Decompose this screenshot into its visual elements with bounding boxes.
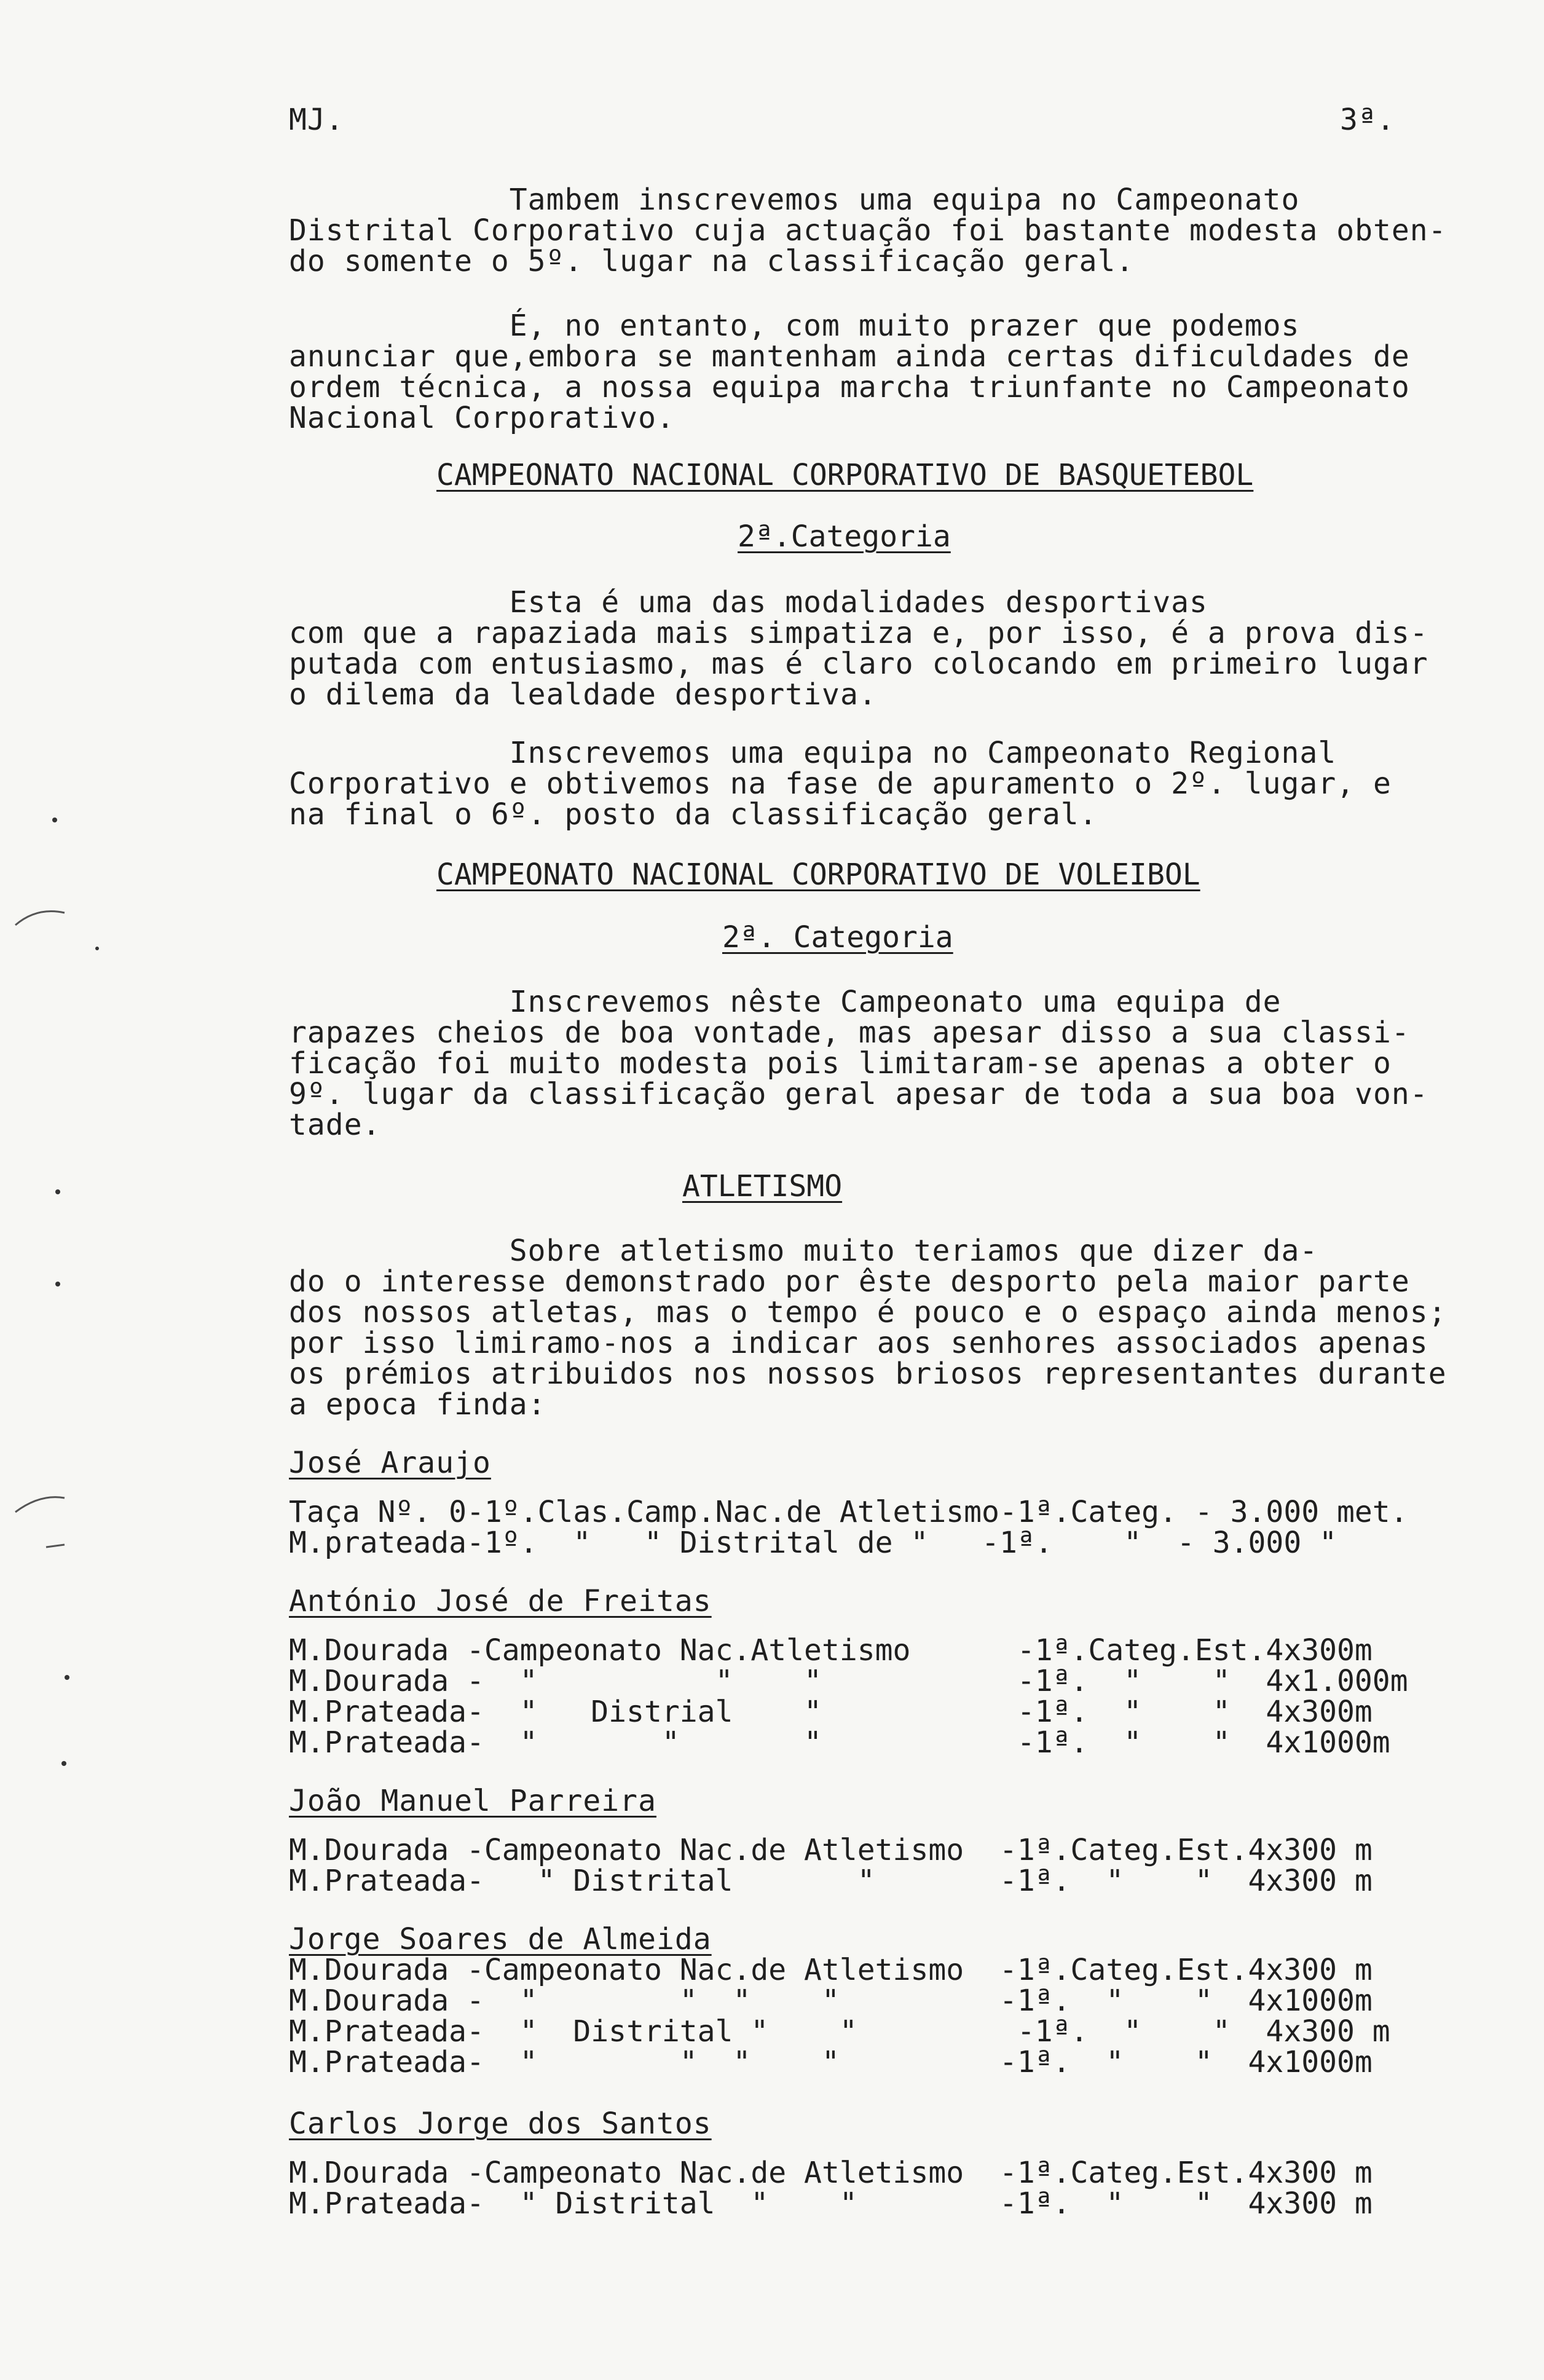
award-line: M.Dourada -Campeonato Nac.de Atletismo -1ª.Categ.Est.4x300 m	[289, 1953, 1373, 1987]
athlete-name: Jorge Soares de Almeida	[289, 1922, 712, 1956]
margin-mark	[12, 1491, 68, 1515]
award-line: M.prateada-1º. " " Distrital de " -1ª. " - 3.000 "	[289, 1526, 1337, 1560]
award-line: M.Prateada- " Distrital " -1ª. " " 4x300 m	[289, 1864, 1373, 1898]
margin-mark	[12, 904, 68, 928]
text-line: por isso limiramo-nos a indicar aos senhores associados apenas	[289, 1326, 1428, 1360]
athlete-name: José Araujo	[289, 1446, 491, 1480]
text-line: Inscrevemos nêste Campeonato uma equipa de	[289, 985, 1282, 1019]
page-code: MJ.	[289, 103, 344, 137]
athlete-name: António José de Freitas	[289, 1584, 712, 1618]
text-line: do o interesse demonstrado por êste desporto pela maior parte	[289, 1264, 1410, 1299]
award-line: M.Dourada -Campeonato Nac.de Atletismo -1ª.Categ.Est.4x300 m	[289, 2156, 1373, 2190]
heading-basketball: CAMPEONATO NACIONAL CORPORATIVO DE BASQUETEBOL	[436, 458, 1254, 492]
text-line: É, no entanto, com muito prazer que podemos	[289, 309, 1300, 343]
text-line: o dilema da lealdade desportiva.	[289, 677, 877, 712]
text-line: ordem técnica, a nossa equipa marcha triunfante no Campeonato	[289, 370, 1410, 404]
heading-athletics: ATLETISMO	[682, 1169, 843, 1204]
text-line: Inscrevemos uma equipa no Campeonato Regional	[289, 736, 1337, 770]
text-line: os prémios atribuidos nos nossos briosos representantes durante	[289, 1357, 1447, 1391]
text-line: com que a rapaziada mais simpatiza e, por isso, é a prova dis-	[289, 616, 1428, 650]
text-line: dos nossos atletas, mas o tempo é pouco e o espaço ainda menos;	[289, 1295, 1447, 1330]
text-line: Distrital Corporativo cuja actuação foi bastante modesta obten-	[289, 213, 1447, 248]
text-line: Corporativo e obtivemos na fase de apuramento o 2º. lugar, e	[289, 766, 1392, 801]
text-line: Esta é uma das modalidades desportivas	[289, 585, 1208, 620]
text-line: putada com entusiasmo, mas é claro colocando em primeiro lugar	[289, 647, 1428, 681]
text-line: a epoca finda:	[289, 1387, 546, 1422]
text-line: na final o 6º. posto da classificação geral.	[289, 797, 1098, 832]
margin-dot	[65, 1675, 69, 1680]
athlete-name: Carlos Jorge dos Santos	[289, 2106, 712, 2141]
text-line: Nacional Corporativo.	[289, 401, 675, 435]
athlete-name: João Manuel Parreira	[289, 1784, 656, 1818]
page-number: 3ª.	[1340, 103, 1395, 137]
award-line: M.Prateada- " Distrital " " -1ª. " " 4x300 m	[289, 2186, 1373, 2221]
award-line: M.Dourada - " " " -1ª. " " 4x1.000m	[289, 1664, 1408, 1698]
text-line: Tambem inscrevemos uma equipa no Campeonato	[289, 183, 1300, 217]
text-line: do somente o 5º. lugar na classificação geral.	[289, 244, 1135, 278]
award-line: M.Prateada- " " " " -1ª. " " 4x1000m	[289, 2045, 1373, 2079]
text-line: Sobre atletismo muito teriamos que dizer da-	[289, 1234, 1318, 1268]
award-line: M.Prateada- " Distrial " -1ª. " " 4x300m	[289, 1695, 1373, 1729]
text-line: tade.	[289, 1108, 381, 1142]
margin-mark	[43, 1540, 68, 1552]
award-line: M.Dourada -Campeonato Nac.Atletismo -1ª.Categ.Est.4x300m	[289, 1633, 1373, 1668]
award-line: M.Dourada -Campeonato Nac.de Atletismo -1ª.Categ.Est.4x300 m	[289, 1833, 1373, 1867]
award-line: Taça Nº. 0-1º.Clas.Camp.Nac.de Atletismo-1ª.Categ. - 3.000 met.	[289, 1495, 1408, 1529]
text-line: rapazes cheios de boa vontade, mas apesar disso a sua classi-	[289, 1015, 1410, 1050]
margin-dot	[55, 1189, 60, 1194]
margin-dot	[52, 818, 57, 822]
text-line: 9º. lugar da classificação geral apesar de toda a sua boa von-	[289, 1077, 1428, 1111]
margin-dot	[55, 1282, 60, 1287]
award-line: M.Dourada - " " " " -1ª. " " 4x1000m	[289, 1984, 1373, 2018]
heading-volleyball: CAMPEONATO NACIONAL CORPORATIVO DE VOLEIBOL	[436, 857, 1200, 892]
margin-dot	[61, 1761, 66, 1766]
text-line: anunciar que,embora se mantenham ainda certas dificuldades de	[289, 339, 1410, 374]
text-line: ficação foi muito modesta pois limitaram-se apenas a obter o	[289, 1046, 1392, 1081]
award-line: M.Prateada- " " " -1ª. " " 4x1000m	[289, 1725, 1390, 1760]
heading-volleyball-category: 2ª. Categoria	[722, 920, 953, 955]
margin-dot	[95, 947, 99, 950]
award-line: M.Prateada- " Distrital " " -1ª. " " 4x300 m	[289, 2014, 1390, 2049]
heading-basketball-category: 2ª.Categoria	[738, 519, 951, 554]
